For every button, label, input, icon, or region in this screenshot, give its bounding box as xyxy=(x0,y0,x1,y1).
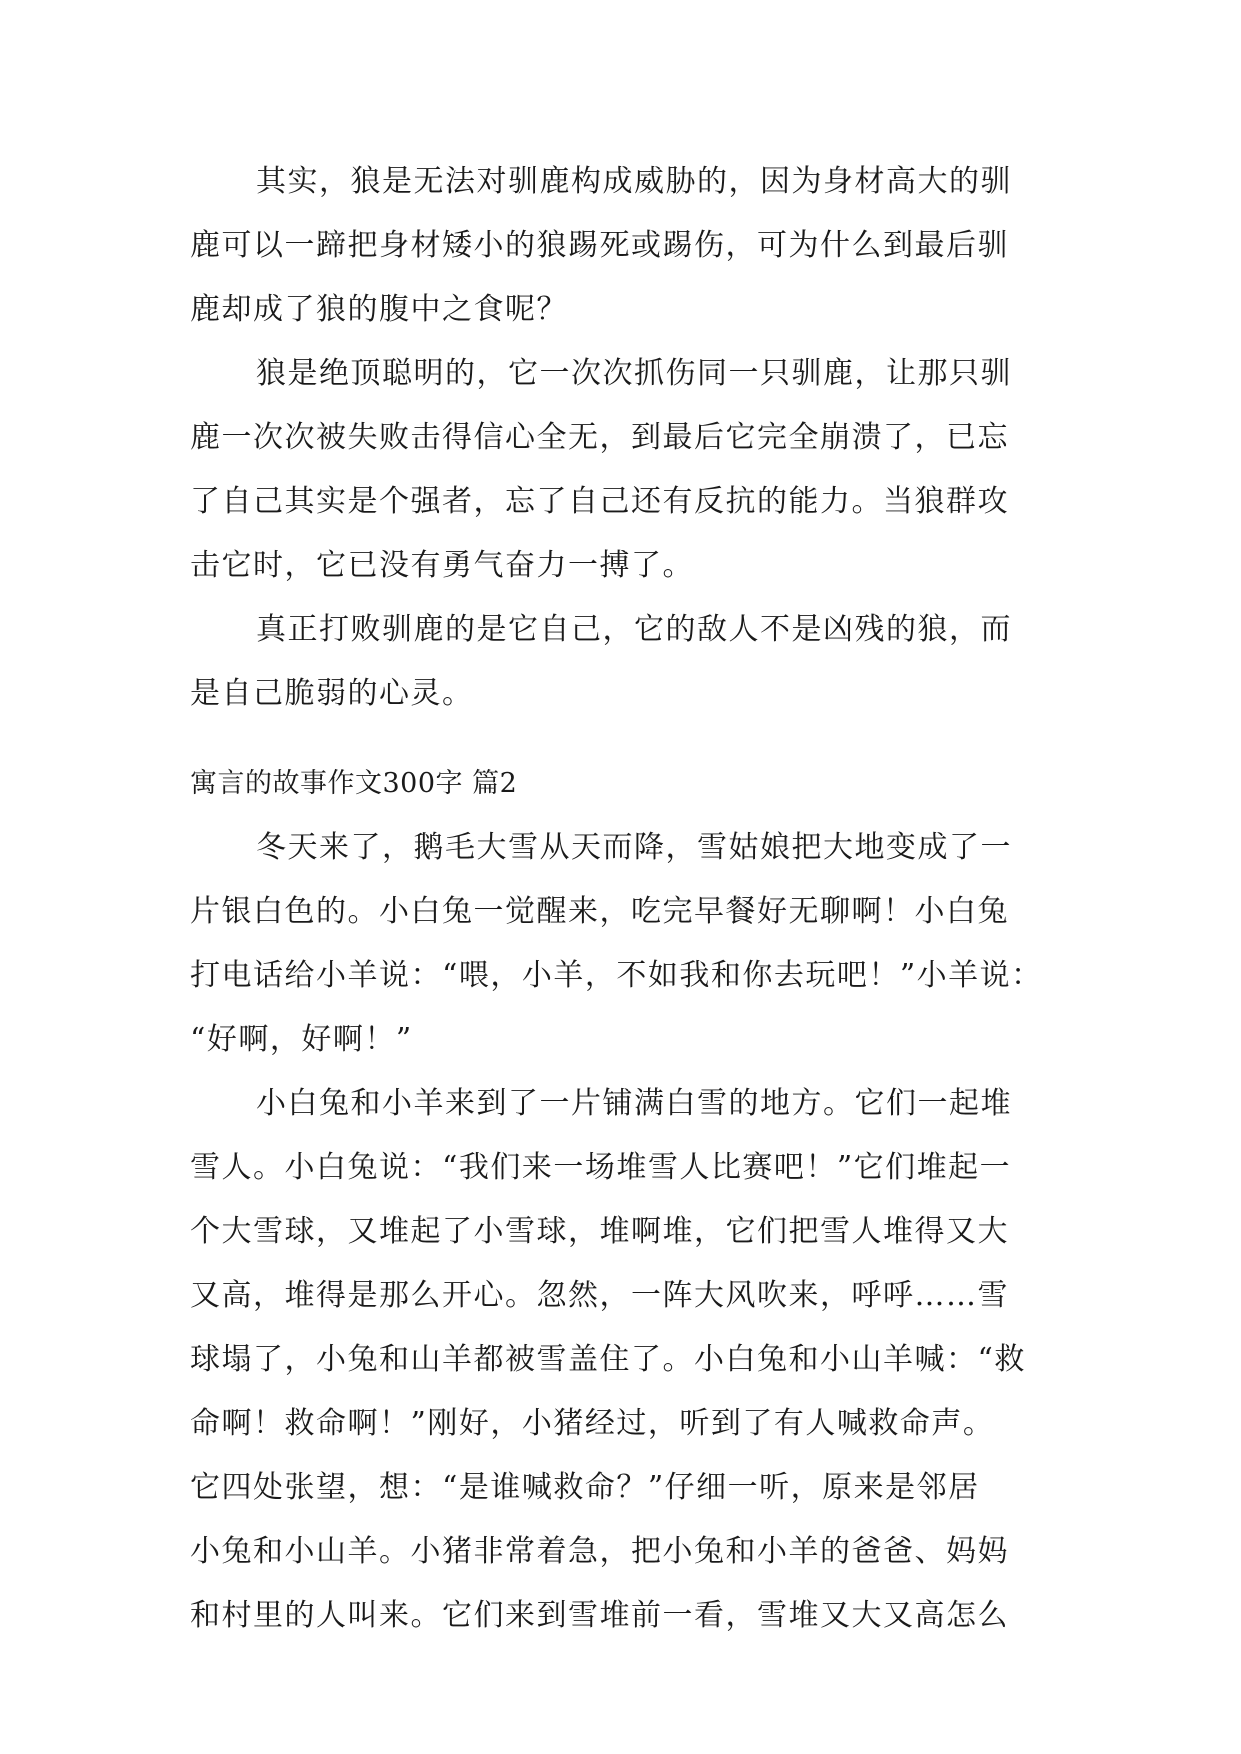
text-line: 冬天来了，鹅毛大雪从天而降，雪姑娘把大地变成了一 xyxy=(256,830,1012,865)
text-line: 打电话给小羊说：“喂，小羊，不如我和你去玩吧！”小羊说： xyxy=(190,958,1043,993)
text-line: 其实，狼是无法对驯鹿构成威胁的，因为身材高大的驯 xyxy=(256,164,1012,199)
text-line: 个大雪球，又堆起了小雪球，堆啊堆，它们把雪人堆得又大 xyxy=(190,1214,1009,1249)
text-line: 鹿却成了狼的腹中之食呢？ xyxy=(190,292,568,327)
story-section-2 xyxy=(190,752,1060,1648)
paragraph-4 xyxy=(190,816,1060,1072)
text-line: 片银白色的。小白兔一觉醒来，吃完早餐好无聊啊！小白兔 xyxy=(190,894,1009,929)
section-heading: 寓言的故事作文300字 篇2 xyxy=(190,768,518,799)
paragraph-1 xyxy=(190,150,1060,342)
paragraph-5 xyxy=(190,1072,1060,1648)
text-line: 球塌了，小兔和山羊都被雪盖住了。小白兔和小山羊喊：“救 xyxy=(190,1342,1026,1377)
text-line: 击它时，它已没有勇气奋力一搏了。 xyxy=(190,548,694,583)
paragraph-3 xyxy=(190,598,1060,726)
text-line: 真正打败驯鹿的是它自己，它的敌人不是凶残的狼，而 xyxy=(256,612,1012,647)
text-line: 和村里的人叫来。它们来到雪堆前一看，雪堆又大又高怎么 xyxy=(190,1598,1009,1633)
text-line: “好啊，好啊！” xyxy=(190,1022,413,1057)
text-line: 雪人。小白兔说：“我们来一场堆雪人比赛吧！”它们堆起一 xyxy=(190,1150,1012,1185)
text-line: 是自己脆弱的心灵。 xyxy=(190,676,474,711)
text-line: 它四处张望，想：“是谁喊救命？”仔细一听，原来是邻居 xyxy=(190,1470,980,1505)
text-line: 鹿一次次被失败击得信心全无，到最后它完全崩溃了，已忘 xyxy=(190,420,1009,455)
text-line: 了自己其实是个强者，忘了自己还有反抗的能力。当狼群攻 xyxy=(190,484,1009,519)
story-part1 xyxy=(190,150,1060,726)
text-line: 命啊！救命啊！”刚好，小猪经过，听到了有人喊救命声。 xyxy=(190,1406,995,1441)
text-line: 小兔和小山羊。小猪非常着急，把小兔和小羊的爸爸、妈妈 xyxy=(190,1534,1009,1569)
text-line: 鹿可以一蹄把身材矮小的狼踢死或踢伤，可为什么到最后驯 xyxy=(190,228,1009,263)
text-line: 小白兔和小羊来到了一片铺满白雪的地方。它们一起堆 xyxy=(256,1086,1012,1121)
paragraph-2 xyxy=(190,342,1060,598)
text-line: 又高，堆得是那么开心。忽然，一阵大风吹来，呼呼……雪 xyxy=(190,1278,1009,1313)
text-line: 狼是绝顶聪明的，它一次次抓伤同一只驯鹿，让那只驯 xyxy=(256,356,1012,391)
